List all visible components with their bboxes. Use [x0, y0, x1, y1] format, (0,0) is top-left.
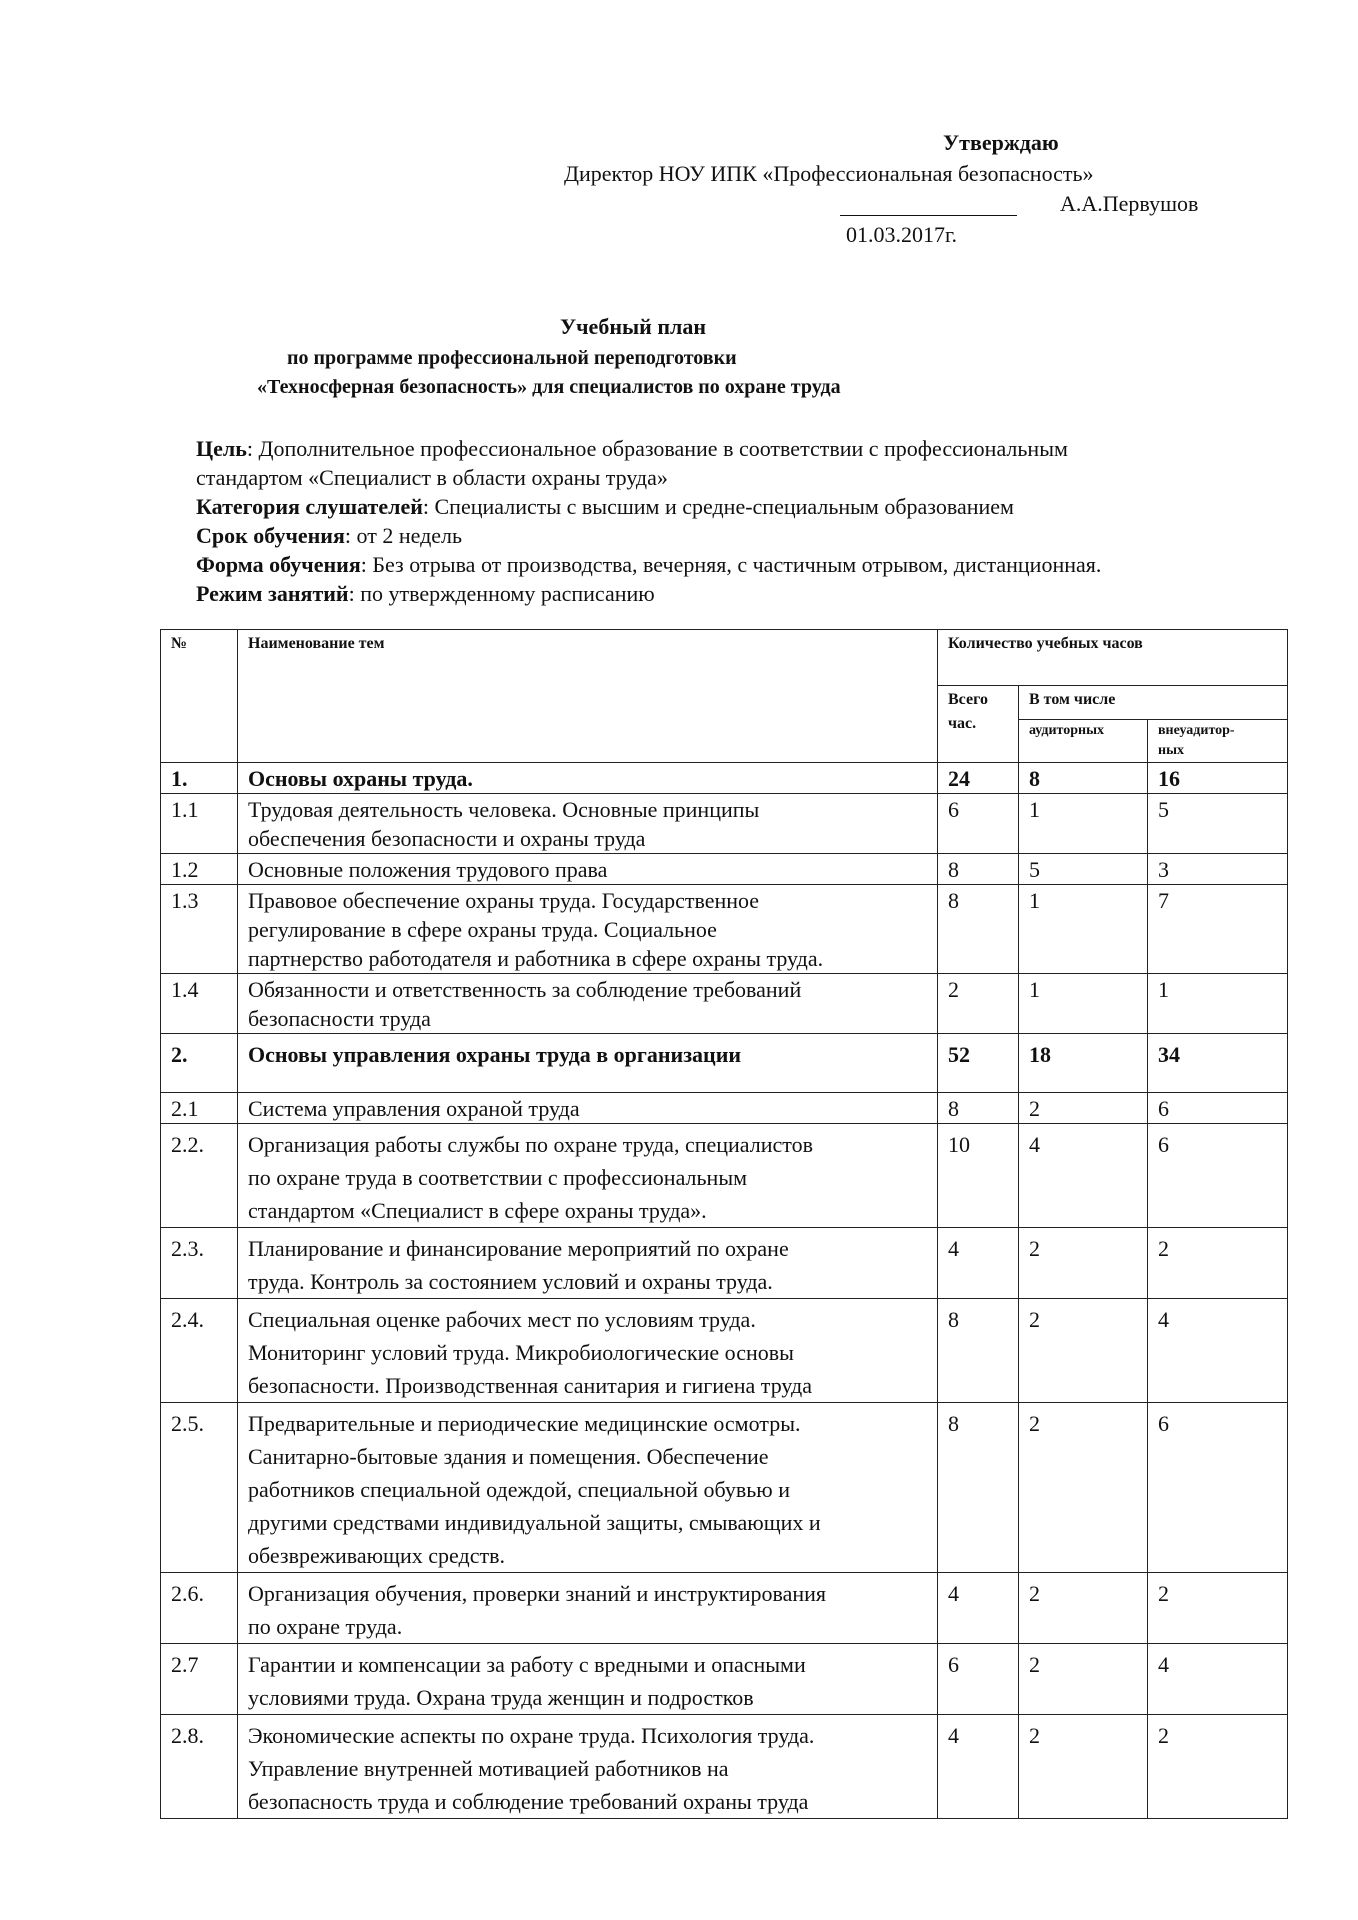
- header-name: Наименование тем: [238, 630, 938, 763]
- cell-aud: 2: [1019, 1403, 1148, 1573]
- cell-name: Основы управления охраны труда в организации: [238, 1034, 938, 1093]
- cell-extra: 4: [1148, 1644, 1288, 1715]
- cell-total: 8: [938, 885, 1019, 974]
- cell-aud: 8: [1019, 763, 1148, 794]
- cell-total: 4: [938, 1228, 1019, 1299]
- signature-line: [840, 215, 1017, 216]
- cell-num: 1.1: [161, 794, 238, 854]
- cell-extra: 6: [1148, 1124, 1288, 1228]
- info-label: Категория слушателей: [196, 494, 423, 519]
- info-label: Срок обучения: [196, 523, 345, 548]
- cell-extra: 2: [1148, 1715, 1288, 1819]
- cell-extra: 16: [1148, 763, 1288, 794]
- cell-extra: 6: [1148, 1093, 1288, 1124]
- cell-aud: 18: [1019, 1034, 1148, 1093]
- table-row: [161, 854, 1288, 885]
- cell-num: 2.1: [161, 1093, 238, 1124]
- cell-name: Основы охраны труда.: [238, 763, 938, 794]
- cell-aud: 2: [1019, 1644, 1148, 1715]
- table-row: [161, 1573, 1288, 1644]
- cell-extra: 3: [1148, 854, 1288, 885]
- cell-total: 8: [938, 1093, 1019, 1124]
- approval-date: 01.03.2017г.: [846, 222, 958, 247]
- program-info: [196, 434, 1101, 608]
- info-value: : по утвержденному расписанию: [348, 581, 655, 606]
- cell-name: Предварительные и периодические медицинские осмотры. Санитарно-бытовые здания и помещения. Обеспечение работников специальной одеждой, специальной обувью и другими средствами индивидуальной защиты, смывающих и обезвреживающих средств.: [238, 1403, 938, 1573]
- cell-extra: 34: [1148, 1034, 1288, 1093]
- cell-aud: 5: [1019, 854, 1148, 885]
- cell-extra: 6: [1148, 1403, 1288, 1573]
- cell-aud: 2: [1019, 1715, 1148, 1819]
- info-value: : от 2 недель: [344, 523, 463, 548]
- cell-name: Экономические аспекты по охране труда. Психология труда. Управление внутренней мотивацией работников на безопасность труда и соблюдение требований охраны труда: [238, 1715, 938, 1819]
- table-row: [161, 885, 1288, 974]
- document-title: Учебный план: [560, 314, 707, 339]
- cell-total: 6: [938, 1644, 1019, 1715]
- approver-name: А.А.Первушов: [1060, 191, 1199, 216]
- cell-total: 8: [938, 854, 1019, 885]
- table-row: [161, 1124, 1288, 1228]
- cell-name: Трудовая деятельность человека. Основные принципы обеспечения безопасности и охраны труда: [238, 794, 938, 854]
- cell-num: 2.4.: [161, 1299, 238, 1403]
- document-subtitle-2: «Техносферная безопасность» для специалистов по охране труда: [257, 376, 841, 398]
- table-row: [161, 1715, 1288, 1819]
- table-row: [161, 1034, 1288, 1093]
- cell-extra: 2: [1148, 1228, 1288, 1299]
- table-row: [161, 1299, 1288, 1403]
- cell-aud: 2: [1019, 1228, 1148, 1299]
- cell-num: 2.8.: [161, 1715, 238, 1819]
- cell-num: 2.6.: [161, 1573, 238, 1644]
- info-line: [196, 521, 1101, 550]
- header-extra: внеуадитор- ных: [1148, 720, 1288, 763]
- cell-total: 52: [938, 1034, 1019, 1093]
- header-including: В том числе: [1019, 686, 1288, 720]
- cell-extra: 2: [1148, 1573, 1288, 1644]
- cell-aud: 1: [1019, 974, 1148, 1034]
- header-num: №: [161, 630, 238, 763]
- curriculum-table: [160, 629, 1288, 1819]
- approval-position: Директор НОУ ИПК «Профессиональная безопасность»: [564, 161, 1094, 186]
- cell-extra: 1: [1148, 974, 1288, 1034]
- approval-heading: Утверждаю: [943, 130, 1059, 155]
- table-row: [161, 1228, 1288, 1299]
- cell-name: Организация обучения, проверки знаний и инструктирования по охране труда.: [238, 1573, 938, 1644]
- cell-total: 4: [938, 1715, 1019, 1819]
- cell-name: Правовое обеспечение охраны труда. Государственное регулирование в сфере охраны труда. Социальное партнерство работодателя и работника в сфере охраны труда.: [238, 885, 938, 974]
- cell-num: 1.3: [161, 885, 238, 974]
- cell-aud: 4: [1019, 1124, 1148, 1228]
- info-line: [196, 434, 1101, 492]
- document-subtitle: по программе профессиональной переподготовки: [287, 347, 737, 369]
- header-total: Всего час.: [938, 686, 1019, 763]
- cell-num: 1.4: [161, 974, 238, 1034]
- table-row: [161, 794, 1288, 854]
- table-row: [161, 763, 1288, 794]
- cell-name: Обязанности и ответственность за соблюдение требований безопасности труда: [238, 974, 938, 1034]
- cell-aud: 1: [1019, 794, 1148, 854]
- cell-total: 2: [938, 974, 1019, 1034]
- info-value: : Без отрыва от производства, вечерняя, с частичным отрывом, дистанционная.: [360, 552, 1102, 577]
- cell-name: Основные положения трудового права: [238, 854, 938, 885]
- cell-total: 24: [938, 763, 1019, 794]
- header-classroom: аудиторных: [1019, 720, 1148, 763]
- cell-aud: 1: [1019, 885, 1148, 974]
- cell-name: Система управления охраной труда: [238, 1093, 938, 1124]
- cell-aud: 2: [1019, 1299, 1148, 1403]
- cell-total: 4: [938, 1573, 1019, 1644]
- cell-name: Планирование и финансирование мероприятий по охране труда. Контроль за состоянием условий и охраны труда.: [238, 1228, 938, 1299]
- cell-total: 10: [938, 1124, 1019, 1228]
- table-row: [161, 1093, 1288, 1124]
- table-row: [161, 1403, 1288, 1573]
- cell-name: Гарантии и компенсации за работу с вредными и опасными условиями труда. Охрана труда женщин и подростков: [238, 1644, 938, 1715]
- info-line: [196, 550, 1101, 579]
- info-value: : Специалисты с высшим и средне-специальным образованием: [422, 494, 1014, 519]
- cell-num: 2.7: [161, 1644, 238, 1715]
- info-label: Форма обучения: [196, 552, 361, 577]
- cell-num: 1.: [161, 763, 238, 794]
- info-line: [196, 579, 1101, 608]
- cell-extra: 5: [1148, 794, 1288, 854]
- table-row: [161, 1644, 1288, 1715]
- info-line: [196, 492, 1101, 521]
- cell-num: 1.2: [161, 854, 238, 885]
- cell-num: 2.5.: [161, 1403, 238, 1573]
- cell-num: 2.3.: [161, 1228, 238, 1299]
- cell-aud: 2: [1019, 1573, 1148, 1644]
- cell-extra: 7: [1148, 885, 1288, 974]
- cell-name: Специальная оценке рабочих мест по условиям труда. Мониторинг условий труда. Микробиологические основы безопасности. Производственная санитария и гигиена труда: [238, 1299, 938, 1403]
- cell-total: 6: [938, 794, 1019, 854]
- cell-total: 8: [938, 1403, 1019, 1573]
- cell-aud: 2: [1019, 1093, 1148, 1124]
- cell-num: 2.: [161, 1034, 238, 1093]
- cell-num: 2.2.: [161, 1124, 238, 1228]
- cell-name: Организация работы службы по охране труда, специалистов по охране труда в соответствии с профессиональным стандартом «Специалист в сфере охраны труда».: [238, 1124, 938, 1228]
- cell-total: 8: [938, 1299, 1019, 1403]
- cell-extra: 4: [1148, 1299, 1288, 1403]
- info-value: : Дополнительное профессиональное образование в соответствии с профессиональным стандартом «Специалист в области охраны труда»: [196, 436, 1068, 490]
- info-label: Цель: [196, 436, 247, 461]
- header-hours: Количество учебных часов: [938, 630, 1288, 686]
- info-label: Режим занятий: [196, 581, 349, 606]
- table-row: [161, 974, 1288, 1034]
